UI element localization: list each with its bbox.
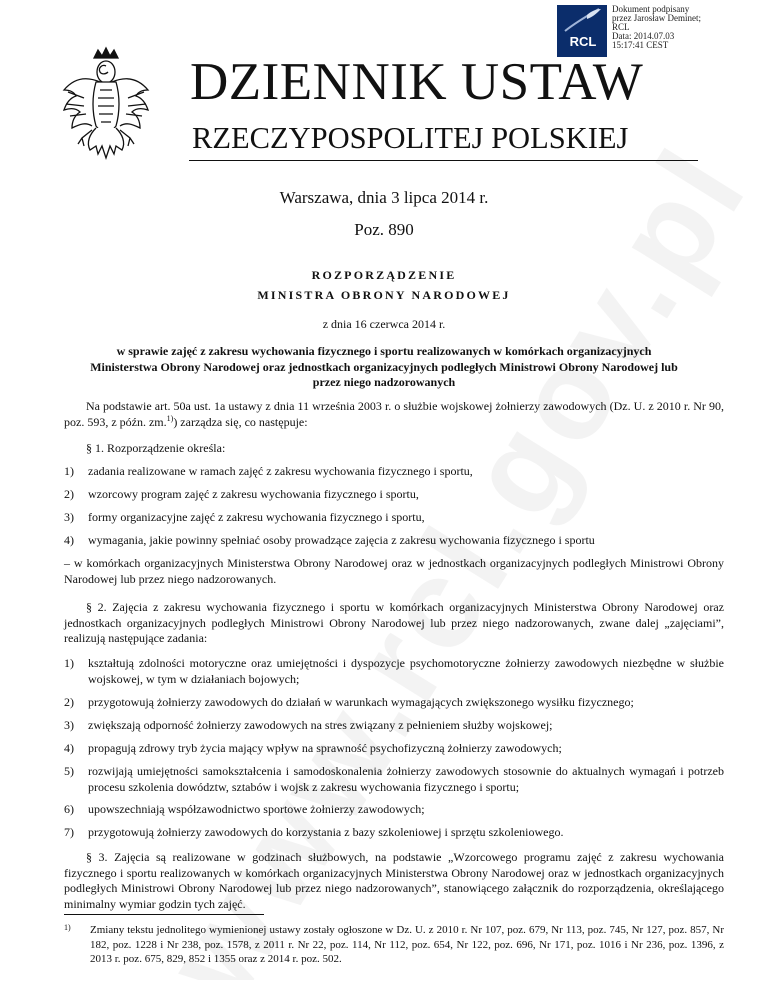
item-number: 4)	[64, 533, 74, 547]
act-date: z dnia 16 czerwca 2014 r.	[322, 317, 446, 331]
item-number: 1)	[64, 656, 74, 670]
polish-eagle-emblem	[56, 46, 156, 162]
item-number: 2)	[64, 695, 74, 709]
signature-line: Dokument podpisany	[612, 4, 690, 14]
item-text: wzorcowy program zajęć z zakresu wychowania fizycznego i sportu,	[88, 487, 419, 501]
watermark	[10, 80, 768, 980]
act-type: ROZPORZĄDZENIE	[311, 268, 457, 282]
item-number: 1)	[64, 464, 74, 478]
place-and-date: Warszawa, dnia 3 lipca 2014 r.	[279, 188, 489, 207]
act-issuer: MINISTRA OBRONY NARODOWEJ	[257, 288, 511, 302]
item-text: kształtują zdolności motoryczne oraz umiejętności i dyspozycje psychomotoryczne żołnierzy zawodowych niezbędne w służbie wojskowej, w tym w działaniach bojowych;	[88, 656, 724, 686]
signature-line: przez Jarosław Deminet;	[612, 13, 701, 23]
header-divider	[189, 160, 698, 161]
item-text: zadania realizowane w ramach zajęć z zakresu wychowania fizycznego i sportu,	[88, 464, 473, 478]
preamble-text-end: ) zarządza się, co następuje:	[173, 414, 308, 429]
item-number: 7)	[64, 825, 74, 839]
footnote-ref[interactable]: 1)	[166, 413, 174, 423]
rcl-logo-text: RCL	[569, 34, 597, 49]
section-3: § 3. Zajęcia są realizowane w godzinach służbowych, na podstawie „Wzorcowego programu zajęć z zakresu wychowania fizycznego i sportu realizowanych w komórkach organizacyjnych Ministerstwa Obrony Narodowej oraz w jednostkach organizacyjnych podległych Ministrowi Obrony Narodowej lub przez niego nadzorowanych”, stanowiącego załącznik do rozporządzenia, określającego minimalny wymiar godzin tych zajęć.	[64, 850, 724, 911]
journal-title: DZIENNIK USTAW	[190, 53, 644, 111]
item-number: 6)	[64, 802, 74, 816]
position-number: Poz. 890	[354, 220, 414, 239]
item-number: 4)	[64, 741, 74, 755]
preamble	[64, 399, 724, 430]
signature-line: RCL	[612, 22, 630, 32]
preamble-text: Na podstawie art. 50a ust. 1a ustawy z dnia 11 września 2003 r. o służbie wojskowej żołnierzy zawodowych (Dz. U. z 2010 r. Nr 90, poz. 593, z późn. zm.	[64, 399, 724, 429]
act-subject: w sprawie zajęć z zakresu wychowania fizycznego i sportu realizowanych w komórkach organizacyjnych Ministerstwa Obrony Narodowej oraz jednostkach organizacyjnych podległych Ministrowi Obrony Narodowej lub przez niego nadzorowanych	[90, 344, 678, 389]
item-number: 3)	[64, 718, 74, 732]
footnote-number: 1)	[64, 923, 71, 932]
section-1-intro: § 1. Rozporządzenie określa:	[86, 441, 226, 455]
item-number: 2)	[64, 487, 74, 501]
journal-subtitle: RZECZYPOSPOLITEJ POLSKIEJ	[192, 121, 629, 155]
item-text: zwiększają odporność żołnierzy zawodowych na stres związany z pełnieniem służby wojskowej;	[88, 718, 553, 732]
pen-icon	[557, 5, 607, 35]
item-text: przygotowują żołnierzy zawodowych do korzystania z bazy szkoleniowej i sprzętu szkoleniowego.	[88, 825, 564, 839]
section-2-intro: § 2. Zajęcia z zakresu wychowania fizycznego i sportu w komórkach organizacyjnych Ministerstwa Obrony Narodowej oraz jednostkach organizacyjnych podległych Ministrowi Obrony Narodowej lub przez niego nadzorowanych, zwane dalej „zajęciami”, realizują następujące zadania:	[64, 600, 724, 645]
footnote-text: Zmiany tekstu jednolitego wymienionej ustawy zostały ogłoszone w Dz. U. z 2010 r. Nr 107, poz. 679, Nr 113, poz. 745, Nr 127, poz. 857, Nr 182, poz. 1228 i Nr 238, poz. 1578, z 2011 r. Nr 22, poz. 114, Nr 112, poz. 654, Nr 122, poz. 696, Nr 171, poz. 1016 i Nr 236, poz. 1396, z 2013 r. poz. 675, 829, 852 i 1355 oraz z 2014 r. poz. 502.	[90, 924, 724, 965]
item-text: propagują zdrowy tryb życia mający wpływ na sprawność psychofizyczną żołnierzy zawodowych;	[88, 741, 562, 755]
item-text: wymagania, jakie powinny spełniać osoby prowadzące zajęcia z zakresu wychowania fizycznego i sportu	[88, 533, 595, 547]
item-text: rozwijają umiejętności samokształcenia i samodoskonalenia żołnierzy zawodowych stosownie do aktualnych wymagań i potrzeb procesu szkolenia dowództw, sztabów i wojsk z zakresu wychowania fizycznego i sportu;	[88, 764, 724, 794]
item-number: 5)	[64, 764, 74, 778]
digital-signature-info	[612, 5, 701, 50]
item-text: upowszechniają współzawodnictwo sportowe żołnierzy zawodowych;	[88, 802, 425, 816]
item-number: 3)	[64, 510, 74, 524]
item-text: formy organizacyjne zajęć z zakresu wychowania fizycznego i sportu,	[88, 510, 425, 524]
signature-line: Data: 2014.07.03	[612, 31, 675, 41]
footnote-divider	[64, 914, 264, 915]
item-text: przygotowują żołnierzy zawodowych do działań w warunkach wymagających zwiększonego wysiłku fizycznego;	[88, 695, 634, 709]
section-1-closing: – w komórkach organizacyjnych Ministerstwa Obrony Narodowej oraz w jednostkach organizacyjnych podległych Ministrowi Obrony Narodowej lub przez niego nadzorowanych.	[64, 556, 724, 586]
rcl-logo-icon	[557, 5, 607, 57]
signature-line: 15:17:41 CEST	[612, 40, 669, 50]
